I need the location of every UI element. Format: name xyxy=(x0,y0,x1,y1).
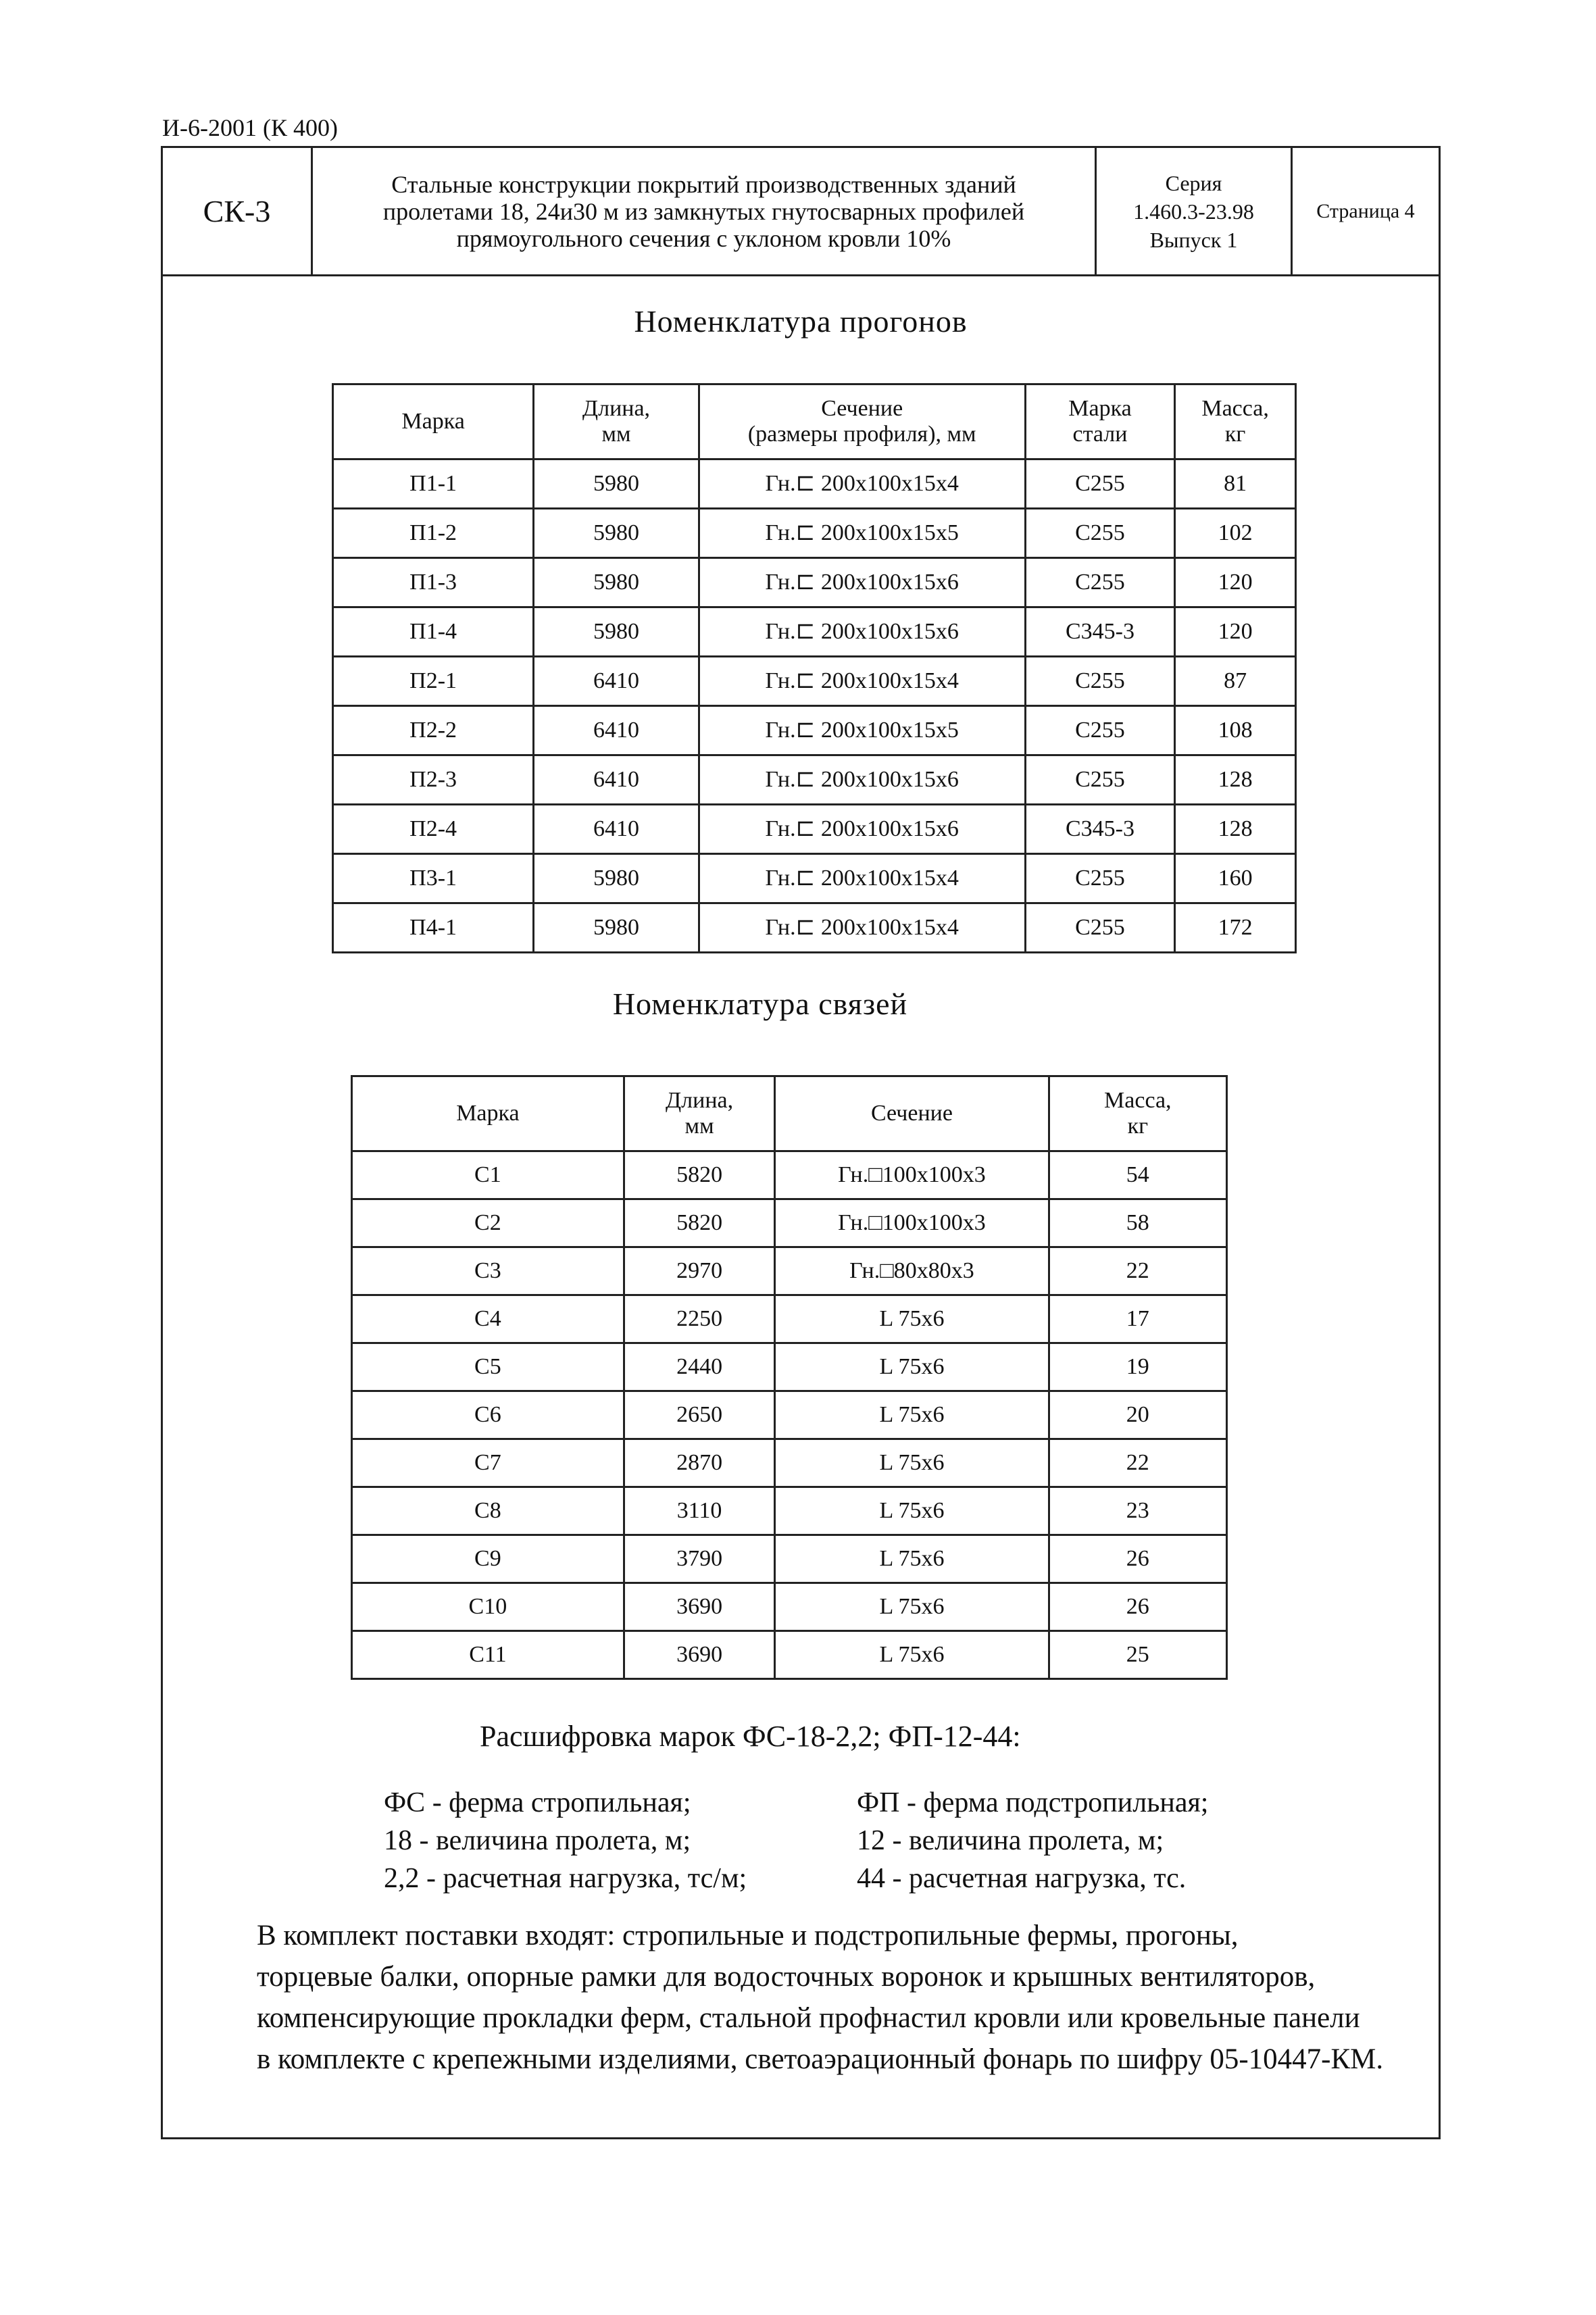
table-cell: 5820 xyxy=(624,1151,775,1199)
table-cell: Гн.⊏ 200х100х15х6 xyxy=(699,755,1025,805)
table-cell: С2 xyxy=(352,1199,624,1247)
table-cell: L 75х6 xyxy=(775,1487,1049,1535)
column-header: Марка xyxy=(333,384,534,459)
table-cell: L 75х6 xyxy=(775,1631,1049,1679)
table-cell: 6410 xyxy=(534,706,699,755)
title-block xyxy=(163,148,1439,276)
table-cell: С255 xyxy=(1025,706,1175,755)
column-header: Марка стали xyxy=(1025,384,1175,459)
decode-left xyxy=(384,1784,747,1897)
table-cell: 160 xyxy=(1175,854,1296,903)
table-cell: L 75х6 xyxy=(775,1439,1049,1487)
table-cell: L 75х6 xyxy=(775,1535,1049,1583)
decode-line: 44 - расчетная нагрузка, тс. xyxy=(857,1863,1187,1894)
table-cell: 3110 xyxy=(624,1487,775,1535)
table-row xyxy=(333,854,1296,903)
table-cell: 3690 xyxy=(624,1583,775,1631)
table-cell: П2-2 xyxy=(333,706,534,755)
table-cell: Гн.⊏ 200х100х15х4 xyxy=(699,459,1025,509)
table-row xyxy=(352,1439,1227,1487)
stamp-code: СК-3 xyxy=(163,148,313,274)
table-row xyxy=(333,706,1296,755)
paragraph-line: компенсирующие прокладки ферм, стальной профнастил кровли или кровельные панели xyxy=(257,2002,1360,2034)
table-cell: Гн.□100х100х3 xyxy=(775,1199,1049,1247)
decode-line: ФС - ферма стропильная; xyxy=(384,1787,691,1818)
stamp-series xyxy=(1097,148,1293,274)
purlins-table xyxy=(332,383,1297,953)
decode-line: 18 - величина пролета, м; xyxy=(384,1825,691,1856)
table-cell: 17 xyxy=(1049,1295,1226,1343)
decode-line: 2,2 - расчетная нагрузка, тс/м; xyxy=(384,1863,747,1894)
table-row xyxy=(352,1391,1227,1439)
table-cell: С3 xyxy=(352,1247,624,1295)
table-cell: 3690 xyxy=(624,1631,775,1679)
decode-line: 12 - величина пролета, м; xyxy=(857,1825,1164,1856)
table-cell: П2-1 xyxy=(333,657,534,706)
table-cell: П3-1 xyxy=(333,854,534,903)
paragraph-line: В комплект поставки входят: стропильные и подстропильные фермы, прогоны, xyxy=(257,1920,1239,1951)
table-cell: С5 xyxy=(352,1343,624,1391)
table-cell: 81 xyxy=(1175,459,1296,509)
table-cell: 2650 xyxy=(624,1391,775,1439)
table-cell: 2870 xyxy=(624,1439,775,1487)
table-cell: С255 xyxy=(1025,854,1175,903)
table-row xyxy=(333,903,1296,953)
series-issue: Выпуск 1 xyxy=(1149,227,1238,252)
table-row xyxy=(352,1631,1227,1679)
stamp-title-line: прямоугольного сечения с уклоном кровли 10% xyxy=(456,224,951,252)
table-row xyxy=(352,1343,1227,1391)
table-cell: П1-3 xyxy=(333,558,534,607)
table-cell: П1-1 xyxy=(333,459,534,509)
table-cell: С255 xyxy=(1025,509,1175,558)
table-cell: 19 xyxy=(1049,1343,1226,1391)
series-number: 1.460.3-23.98 xyxy=(1133,199,1254,224)
table-cell: 3790 xyxy=(624,1535,775,1583)
purlins-title: Номенклатура прогонов xyxy=(634,304,968,339)
table-cell: 5980 xyxy=(534,854,699,903)
column-header: Длина, мм xyxy=(534,384,699,459)
table-cell: Гн.⊏ 200х100х15х5 xyxy=(699,706,1025,755)
table-cell: Гн.□100х100х3 xyxy=(775,1151,1049,1199)
table-cell: С255 xyxy=(1025,657,1175,706)
table-cell: 87 xyxy=(1175,657,1296,706)
table-cell: С9 xyxy=(352,1535,624,1583)
column-header: Сечение xyxy=(775,1076,1049,1151)
table-row xyxy=(333,558,1296,607)
table-cell: П2-3 xyxy=(333,755,534,805)
table-cell: 128 xyxy=(1175,755,1296,805)
decode-line: ФП - ферма подстропильная; xyxy=(857,1787,1209,1818)
table-cell: П1-2 xyxy=(333,509,534,558)
table-cell: 6410 xyxy=(534,755,699,805)
table-cell: С345-3 xyxy=(1025,607,1175,657)
table-cell: 5980 xyxy=(534,459,699,509)
stamp-title-line: Стальные конструкции покрытий производственных зданий xyxy=(391,170,1016,198)
table-cell: 6410 xyxy=(534,805,699,854)
column-header: Сечение (размеры профиля), мм xyxy=(699,384,1025,459)
braces-table xyxy=(351,1075,1228,1680)
table-cell: 2440 xyxy=(624,1343,775,1391)
table-cell: Гн.⊏ 200х100х15х4 xyxy=(699,854,1025,903)
column-header: Марка xyxy=(352,1076,624,1151)
table-cell: С1 xyxy=(352,1151,624,1199)
column-header: Масса, кг xyxy=(1175,384,1296,459)
braces-title: Номенклатура связей xyxy=(612,987,908,1021)
table-cell: 128 xyxy=(1175,805,1296,854)
table-cell: С255 xyxy=(1025,755,1175,805)
table-cell: 2250 xyxy=(624,1295,775,1343)
table-cell: С10 xyxy=(352,1583,624,1631)
table-cell: 26 xyxy=(1049,1583,1226,1631)
table-row xyxy=(352,1295,1227,1343)
table-row xyxy=(333,509,1296,558)
table-cell: С6 xyxy=(352,1391,624,1439)
table-cell: 120 xyxy=(1175,607,1296,657)
column-header: Длина, мм xyxy=(624,1076,775,1151)
stamp-title xyxy=(313,148,1097,274)
table-cell: Гн.⊏ 200х100х15х6 xyxy=(699,607,1025,657)
table-cell: Гн.⊏ 200х100х15х5 xyxy=(699,509,1025,558)
table-cell: 172 xyxy=(1175,903,1296,953)
table-row xyxy=(352,1247,1227,1295)
table-cell: 120 xyxy=(1175,558,1296,607)
table-cell: 5820 xyxy=(624,1199,775,1247)
table-cell: 102 xyxy=(1175,509,1296,558)
table-cell: 6410 xyxy=(534,657,699,706)
table-cell: С8 xyxy=(352,1487,624,1535)
table-cell: Гн.⊏ 200х100х15х4 xyxy=(699,657,1025,706)
table-row xyxy=(352,1151,1227,1199)
table-cell: 54 xyxy=(1049,1151,1226,1199)
table-cell: L 75х6 xyxy=(775,1583,1049,1631)
paragraph-line: в комплекте с крепежными изделиями, светоаэрационный фонарь по шифру 05-10447-КМ. xyxy=(257,2043,1384,2075)
table-cell: 22 xyxy=(1049,1439,1226,1487)
table-cell: 5980 xyxy=(534,509,699,558)
table-cell: Гн.⊏ 200х100х15х6 xyxy=(699,805,1025,854)
table-cell: 5980 xyxy=(534,558,699,607)
table-cell: Гн.⊏ 200х100х15х6 xyxy=(699,558,1025,607)
table-cell: Гн.⊏ 200х100х15х4 xyxy=(699,903,1025,953)
table-cell: L 75х6 xyxy=(775,1391,1049,1439)
table-cell: 5980 xyxy=(534,903,699,953)
table-cell: 22 xyxy=(1049,1247,1226,1295)
table-row xyxy=(352,1487,1227,1535)
table-cell: 108 xyxy=(1175,706,1296,755)
series-label: Серия xyxy=(1165,170,1222,195)
table-row xyxy=(333,607,1296,657)
table-row xyxy=(352,1583,1227,1631)
table-cell: С345-3 xyxy=(1025,805,1175,854)
table-cell: Гн.□80х80х3 xyxy=(775,1247,1049,1295)
table-row xyxy=(333,459,1296,509)
table-cell: С255 xyxy=(1025,903,1175,953)
column-header: Масса, кг xyxy=(1049,1076,1226,1151)
table-cell: 25 xyxy=(1049,1631,1226,1679)
table-row xyxy=(333,755,1296,805)
table-cell: С255 xyxy=(1025,558,1175,607)
delivery-paragraph xyxy=(257,1915,1419,2080)
paragraph-line: торцевые балки, опорные рамки для водосточных воронок и крышных вентиляторов, xyxy=(257,1961,1316,1993)
table-cell: 5980 xyxy=(534,607,699,657)
document-code: И-6-2001 (К 400) xyxy=(162,114,338,141)
decode-title: Расшифровка марок ФС-18-2,2; ФП-12-44: xyxy=(480,1720,1021,1753)
table-cell: С11 xyxy=(352,1631,624,1679)
table-cell: С7 xyxy=(352,1439,624,1487)
stamp-page: Страница 4 xyxy=(1316,199,1415,222)
table-row xyxy=(333,805,1296,854)
table-cell: 58 xyxy=(1049,1199,1226,1247)
table-cell: П4-1 xyxy=(333,903,534,953)
table-cell: L 75х6 xyxy=(775,1343,1049,1391)
table-cell: 2970 xyxy=(624,1247,775,1295)
table-cell: 23 xyxy=(1049,1487,1226,1535)
table-cell: П2-4 xyxy=(333,805,534,854)
table-cell: L 75х6 xyxy=(775,1295,1049,1343)
page-frame xyxy=(161,146,1441,2139)
table-cell: П1-4 xyxy=(333,607,534,657)
table-row xyxy=(352,1199,1227,1247)
table-cell: 20 xyxy=(1049,1391,1226,1439)
decode-right xyxy=(857,1784,1208,1897)
stamp-title-line: пролетами 18, 24и30 м из замкнутых гнутосварных профилей xyxy=(382,197,1025,225)
table-row xyxy=(352,1535,1227,1583)
table-cell: 26 xyxy=(1049,1535,1226,1583)
table-cell: С4 xyxy=(352,1295,624,1343)
table-cell: С255 xyxy=(1025,459,1175,509)
table-row xyxy=(333,657,1296,706)
